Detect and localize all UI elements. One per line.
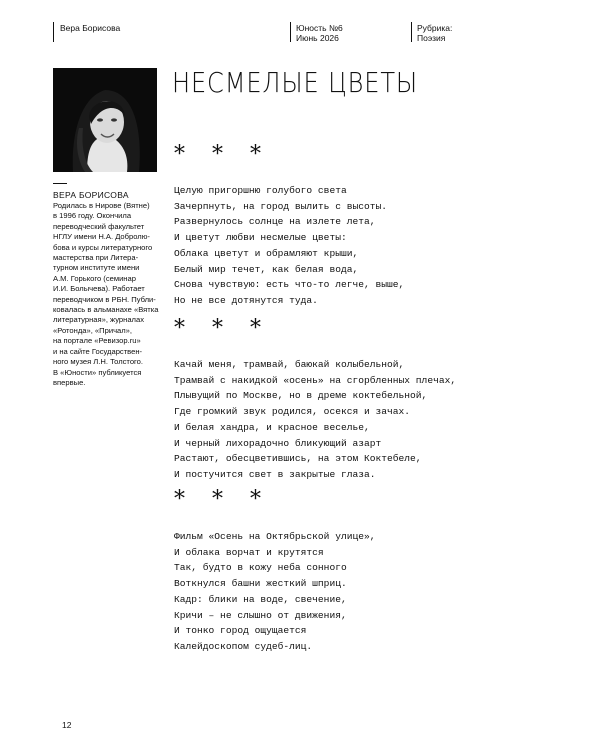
bio-line: И.И. Болычева). Работает	[53, 284, 145, 294]
poem	[174, 183, 404, 309]
poem	[174, 357, 456, 483]
bio-line: «Ротонда», «Причал»,	[53, 325, 133, 335]
poem-line: И облака ворчат и крутятся	[174, 546, 324, 558]
author-portrait	[53, 68, 157, 172]
author-portrait-image	[53, 68, 157, 172]
header-magazine: Юность №6	[296, 23, 343, 33]
header-rubric-label: Рубрика:	[417, 23, 453, 33]
header-issue-date: Июнь 2026	[296, 33, 339, 43]
bio-author-name: ВЕРА БОРИСОВА	[53, 190, 129, 200]
poem-line: Кричи – не слышно от движения,	[174, 609, 347, 621]
bio-line: мастерства при Литера-	[53, 253, 139, 263]
poem-line: Так, будто в кожу неба сонного	[174, 562, 347, 574]
poem-line: Но не все дотянутся туда.	[174, 294, 318, 306]
stanza-separator: * * *	[174, 487, 271, 512]
bio-line: Родилась в Нирове (Вятне)	[53, 201, 150, 210]
bio-line: литературная», журналах	[53, 315, 145, 325]
poem-cycle-title: НЕСМЕЛЫЕ ЦВЕТЫ	[172, 66, 419, 99]
poem-line: Плывущий по Москве, но в дреме коктебельной,	[174, 390, 428, 402]
poem	[174, 529, 376, 655]
bio-text	[53, 201, 163, 388]
bio-line: турном институте имени	[53, 263, 140, 273]
bio-line: впервые.	[53, 377, 86, 387]
poem-line: И цветут любви несмелые цветы:	[174, 232, 347, 244]
poem-line: Фильм «Осень на Октябрьской улице»,	[174, 531, 376, 542]
stanza-separator: * * *	[174, 316, 271, 341]
poem-line: И тонко город ощущается	[174, 625, 307, 637]
poem-line: И черный лихорадочно бликующий азарт	[174, 437, 382, 449]
stanza-separator: * * *	[174, 142, 271, 167]
bio-line: бова и курсы литературного	[53, 242, 153, 252]
poem-line: Калейдоскопом судеб-лиц.	[174, 640, 313, 652]
poem-line: Воткнулся башни жесткий шприц.	[174, 578, 347, 590]
bio-line: ковалась в альманахе «Вятка	[53, 305, 159, 315]
bio-line: переводчиком в РБН. Публи-	[53, 294, 156, 304]
bio-line: на портале «Ревизор.ru»	[53, 336, 141, 346]
poem-line: Качай меня, трамвай, баюкай колыбельной,	[174, 359, 405, 370]
header-rubric: Поэзия	[417, 33, 446, 43]
header-divider-right	[411, 22, 412, 42]
poem-line: Целую пригоршню голубого света	[174, 185, 347, 196]
poem-line: И постучится свет в закрытые глаза.	[174, 468, 376, 480]
header-divider-left	[53, 22, 54, 42]
poem-line: Где громкий звук родился, осекся и зачах.	[174, 406, 411, 418]
bio-line: и на сайте Государствен-	[53, 346, 143, 356]
poem-line: Растают, обесцветившись, на этом Коктебеле,	[174, 453, 422, 465]
header-divider-middle	[290, 22, 291, 42]
page-number: 12	[62, 720, 72, 730]
bio-line: НГЛУ имени Н.А. Добролю-	[53, 232, 150, 242]
poem-line: Трамвай с накидкой «осень» на сгорбленных плечах,	[174, 374, 457, 386]
bio-line: переводческий факультет	[53, 221, 145, 231]
bio-line: в 1996 году. Окончила	[53, 211, 132, 221]
bio-divider	[53, 183, 67, 184]
poem-line: Белый мир течет, как белая вода,	[174, 263, 359, 275]
bio-line: ного музея Л.Н. Толстого.	[53, 357, 143, 367]
poem-line: Зачерпнуть, на город вылить с высоты.	[174, 200, 388, 212]
bio-line: В «Юности» публикуется	[53, 367, 142, 377]
header-author: Вера Борисова	[60, 23, 121, 33]
poem-line: Кадр: блики на воде, свечение,	[174, 593, 347, 605]
poem-line: Снова чувствую: есть что-то легче, выше,	[174, 279, 405, 291]
poem-line: Облака цветут и обрамляют крыши,	[174, 247, 359, 259]
poem-line: Развернулось солнце на излете лета,	[174, 216, 376, 228]
poem-line: И белая хандра, и красное веселье,	[174, 421, 370, 433]
bio-line: А.М. Горького (семинар	[53, 273, 136, 283]
